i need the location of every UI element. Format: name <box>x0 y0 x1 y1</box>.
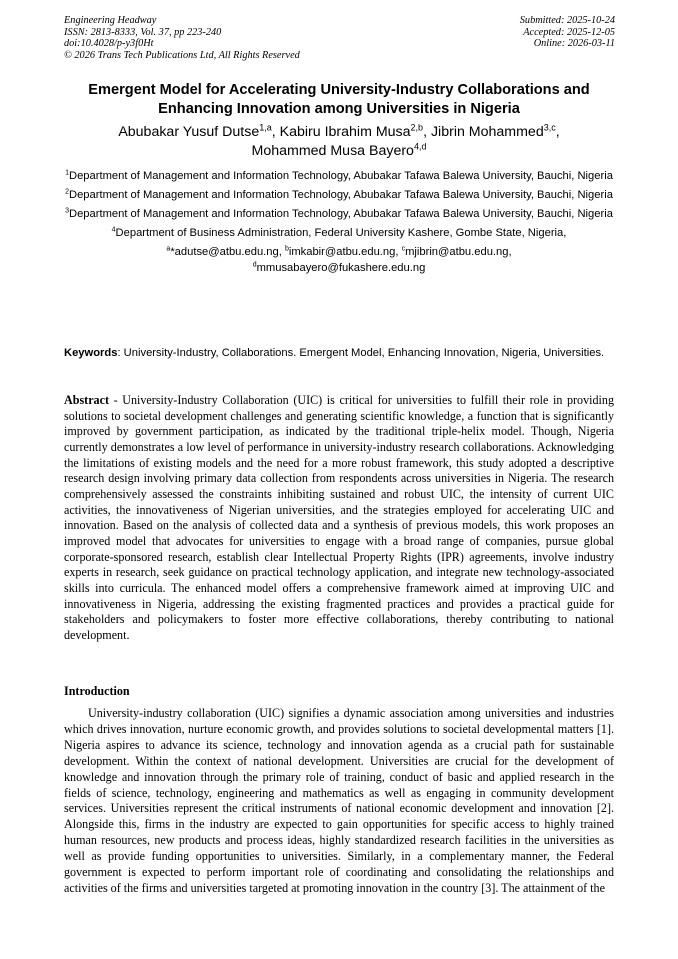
abstract-text: - University-Industry Collaboration (UIC) is critical for universities to fulfill their role in providing solutions to societal development challenges and generating scientific knowledge, a function that is significantly improved by government participation, as indicated by the traditional triple-helix model. Though, Nigeria currently demonstrates a low level of performance in university-industry research collaborations. Acknowledging the limitations of existing models and the need for a more robust framework, this study adopted a descriptive research design involving primary data collection from respondents across universities in Nigeria. The research comprehensively assessed the constraints inhibiting sustained and robust UIC, the intensity of current UIC activities, the innovativeness of Nigerian universities, and the strategies employed for accelerating UIC and innovation. Based on the analysis of collected data and a synthesis of previous models, this work proposes an improved model that advocates for universities to engage with a broad range of companies, pursue global corporate-sponsored research, establish clear Intellectual Property Rights (IPR) agreements, involve industry experts in research, seek guidance on practical technology application, and integrate new technology-associated skills into curricula. The enhanced model offers a comprehensive framework aimed at improving UIC and innovativeness in Nigeria, addressing the existing fragmented practices and provides a practical guide for stakeholders and policymakers to foster more effective collaborations, thereby contributing to national development. <box>64 393 614 642</box>
online-date: Online: 2026-03-11 <box>533 38 615 50</box>
affiliation: $^4$Department of Business Administration, Federal University Kashere, Gombe State, Nigeria, <box>111 226 567 239</box>
paper-title: Emergent Model for Accelerating University-Industry Collaborations and Enhancing Innovation among Universities in Nigeria <box>88 82 590 117</box>
author: Kabiru Ibrahim Musa$^{2,b}$, <box>279 122 431 140</box>
issn-volume: ISSN: 2813-8333, Vol. 37, pp 223-240 <box>64 26 222 38</box>
abstract-label: Abstract <box>64 393 110 407</box>
journal-header <box>64 15 615 65</box>
email[interactable]: $^b$imkabir@atbu.edu.ng, <box>284 245 402 258</box>
introduction-text: University-industry collaboration (UIC) signifies a dynamic association among universities and industries which drives innovation, nurture economic growth, and provides solutions to societal developmental matters [1]. Nigeria aspires to advance its science, technology and innovation agenda as a crucial path for sustainable development. Within the context of national development. Universities are crucial for the development of knowledge and innovation through the primary role of training, conduct of basic and applied research in the fields of science, technology, engineering and mathematics as well as engaging in community development services. Universities represent the critical instruments of national economic development and innovation [2]. Alongside this, firms in the industry are expected to gain opportunities for specific access to highly trained human resources, new products and process ideas, highly standardized research facilities in the universities as well as provide funding opportunities to universities. Similarly, in a complementary manner, the Federal government is expected to perform important role of coordinating and consolidating the relationships and activities of the firms and universities targeted at promoting innovation in the country [3]. The attainment of the <box>64 706 614 895</box>
email[interactable]: $^c$mjibrin@atbu.edu.ng, <box>401 245 512 258</box>
author-list <box>56 123 622 161</box>
keywords-text: : University-Industry, Collaborations. Emergent Model, Enhancing Innovation, Nigeria, Universities. <box>117 347 605 359</box>
accepted-date: Accepted: 2025-12-05 <box>523 26 615 38</box>
author: Mohammed Musa Bayero$^{4,d}$ <box>251 141 427 159</box>
introduction-heading: Introduction <box>64 684 130 698</box>
author: Jibrin Mohammed$^{3,c}$, <box>430 122 560 140</box>
affiliation: $^1$Department of Management and Information Technology, Abubakar Tafawa Balewa University, Bauchi, Nigeria <box>65 169 613 182</box>
keywords-label: Keywords <box>64 347 118 359</box>
abstract-section <box>64 393 614 644</box>
keywords-section <box>64 346 614 362</box>
journal-info <box>64 15 300 61</box>
journal-name: Engineering Headway <box>64 15 157 26</box>
email[interactable]: $^a$*adutse@atbu.edu.ng, <box>166 245 285 258</box>
submitted-date: Submitted: 2025-10-24 <box>519 15 615 26</box>
email[interactable]: $^d$mmusabayero@fukashere.edu.ng <box>252 261 426 274</box>
affiliation: $^2$Department of Management and Information Technology, Abubakar Tafawa Balewa University, Bauchi, Nigeria <box>65 188 613 201</box>
doi[interactable]: doi:10.4028/p-y3f0Ht <box>64 38 154 50</box>
publication-dates <box>520 15 615 50</box>
affiliation: $^3$Department of Management and Information Technology, Abubakar Tafawa Balewa University, Bauchi, Nigeria <box>65 207 613 220</box>
affiliations <box>64 168 614 276</box>
copyright: © 2026 Trans Tech Publications Ltd, All Rights Reserved <box>64 49 300 61</box>
author-emails <box>64 244 614 276</box>
author: Abubakar Yusuf Dutse$^{1,a}$, <box>118 122 280 140</box>
